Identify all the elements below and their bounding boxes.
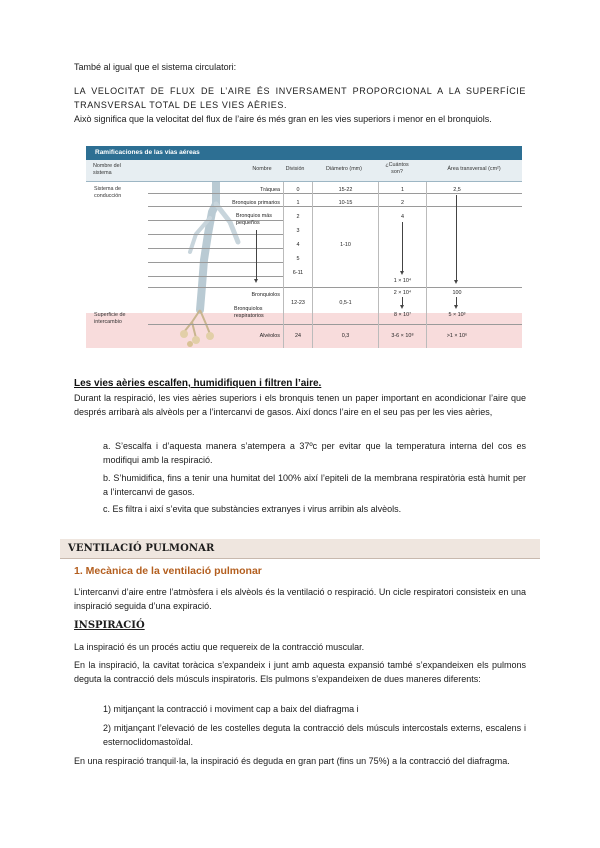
row-name: Tráquea <box>260 187 280 193</box>
row-line <box>148 287 522 288</box>
row-count: 2 <box>401 200 404 206</box>
row-count: 4 <box>401 214 404 220</box>
down-arrow-icon <box>256 230 257 280</box>
row-line <box>148 248 283 249</box>
down-arrow-icon <box>456 297 457 306</box>
row-division: 6-11 <box>292 270 304 276</box>
intro-text: També al igual que el sistema circulatori: <box>74 62 237 72</box>
row-count: 2 × 10⁴ <box>393 290 412 296</box>
inspiration-item-2: 2) mitjançant l’elevació de les costelles deguta la contracció dels músculs intercostals externs, escalens i esternoclidomastoïdal. <box>103 723 526 747</box>
row-division: 12-23 <box>291 300 305 306</box>
airways-item-a: a. S’escalfa i d’aquesta manera s’atempera a 37ºc per evitar que la temperatura interna del cos es modifiqui amb la respiració. <box>103 441 526 465</box>
row-area: 2,5 <box>453 187 461 193</box>
col-line <box>426 182 427 348</box>
inspiration-heading: INSPIRACIÓ <box>74 620 145 631</box>
airway-branching-figure <box>86 146 522 348</box>
down-arrow-icon <box>456 195 457 281</box>
down-arrow-icon <box>402 222 403 272</box>
row-name: Alvéolos <box>259 333 280 339</box>
row-division: 0 <box>296 187 300 193</box>
zone-conduction-label: Sistema de conducción <box>94 186 122 199</box>
row-line <box>148 262 283 263</box>
col-line <box>283 182 284 348</box>
header-system: Nombre del sistema <box>93 163 121 176</box>
col-line <box>378 182 379 348</box>
header-diameter: Diámetro (mm) <box>326 166 362 172</box>
row-name: Bronquios primarios <box>232 200 280 206</box>
row-division: 1 <box>296 200 300 206</box>
row-diameter: 0,5-1 <box>339 300 352 306</box>
header-area: Área transversal (cm²) <box>447 166 501 172</box>
inspiration-item-1: 1) mitjançant la contracció i moviment cap a baix del diafragma i <box>103 704 359 714</box>
row-line <box>148 206 522 207</box>
row-division: 3 <box>296 228 300 234</box>
row-line <box>148 234 283 235</box>
airways-item-c: c. Es filtra i així s’evita que substàncies extranyes i virus arribin als alvèols. <box>103 504 402 514</box>
section-title: VENTILACIÓ PULMONAR <box>68 543 215 554</box>
row-diameter: 15-22 <box>338 187 353 193</box>
row-name: Bronquiolos <box>251 292 280 298</box>
airways-paragraph: Durant la respiració, les vies aèries superiors i els bronquis tenen un paper important en acondicionar l’aire que després arribarà als alvèols per a l’intercanvi de gasos. Així doncs l’aire en el seu pas per les vies aèries, <box>74 393 526 417</box>
row-area: 100 <box>452 290 462 296</box>
flow-law-explanation: Això significa que la velocitat del flux de l’aire és més gran en les vies superiors i menor en el bronquiols. <box>74 114 492 124</box>
header-count: ¿Cuántos son? <box>385 162 409 175</box>
row-area: >1 × 10⁶ <box>446 333 468 339</box>
row-diameter: 1-10 <box>340 242 351 248</box>
row-count: 1 × 10⁴ <box>393 278 412 284</box>
row-name: Bronquios más pequeños <box>236 213 272 226</box>
row-area: 5 × 10³ <box>448 312 466 318</box>
header-division: División <box>285 166 305 172</box>
row-count: 3-6 × 10⁸ <box>391 333 414 339</box>
airways-heading: Les vies aèries escalfen, humidifiquen i filtren l’aire. <box>74 378 322 389</box>
figure-header-row <box>86 160 522 182</box>
mechanics-paragraph: L’intercanvi d’aire entre l’atmòsfera i els alvèols és la ventilació o respiració. Un cicle respiratori consisteix en una inspiració seguida d’una expiració. <box>74 587 526 611</box>
inspiration-paragraph-3: En una respiració tranquil·la, la inspiració és deguda en gran part (fins un 75%) a la contracció del diafragma. <box>74 756 510 766</box>
subsection-title: 1. Mecànica de la ventilació pulmonar <box>74 565 262 577</box>
row-line <box>148 193 522 194</box>
header-name: Nombre <box>252 166 272 172</box>
row-count: 8 × 10⁷ <box>393 312 412 318</box>
zone-exchange-label: Superficie de intercambio <box>94 312 126 325</box>
row-division: 5 <box>296 256 300 262</box>
inspiration-paragraph-1: La inspiració és un procés actiu que requereix de la contracció muscular. <box>74 642 365 652</box>
row-line <box>148 276 283 277</box>
inspiration-paragraph-2: En la inspiració, la cavitat toràcica s’expandeix i junt amb aquesta expansió també s’expandeixen els pulmons deguta la contracció dels músculs inspiratoris. Els pulmons s’expandeixen de dues maneres diferents: <box>74 660 526 684</box>
row-division: 4 <box>296 242 300 248</box>
row-division: 24 <box>295 333 301 339</box>
figure-title: Ramificaciones de las vías aéreas <box>86 146 522 160</box>
row-name: Bronquiolos respiratorios <box>234 306 264 319</box>
down-arrow-icon <box>402 297 403 306</box>
row-diameter: 10-15 <box>338 200 353 206</box>
exchange-zone-band <box>86 313 522 348</box>
row-division: 2 <box>296 214 300 220</box>
row-diameter: 0,3 <box>341 333 350 339</box>
flow-law-statement: LA VELOCITAT DE FLUX DE L’AIRE ÉS INVERSAMENT PROPORCIONAL A LA SUPERFÍCIE TRANSVERSAL TOTAL DE LES VIES AÈRIES. <box>74 86 526 110</box>
airways-item-b: b. S’humidifica, fins a tenir una humitat del 100% així l’epiteli de la membrana respiratòria està humit per a l’intercanvi de gasos. <box>103 473 526 497</box>
row-count: 1 <box>401 187 404 193</box>
col-line <box>312 182 313 348</box>
row-line <box>148 324 522 325</box>
section-header <box>60 539 540 559</box>
